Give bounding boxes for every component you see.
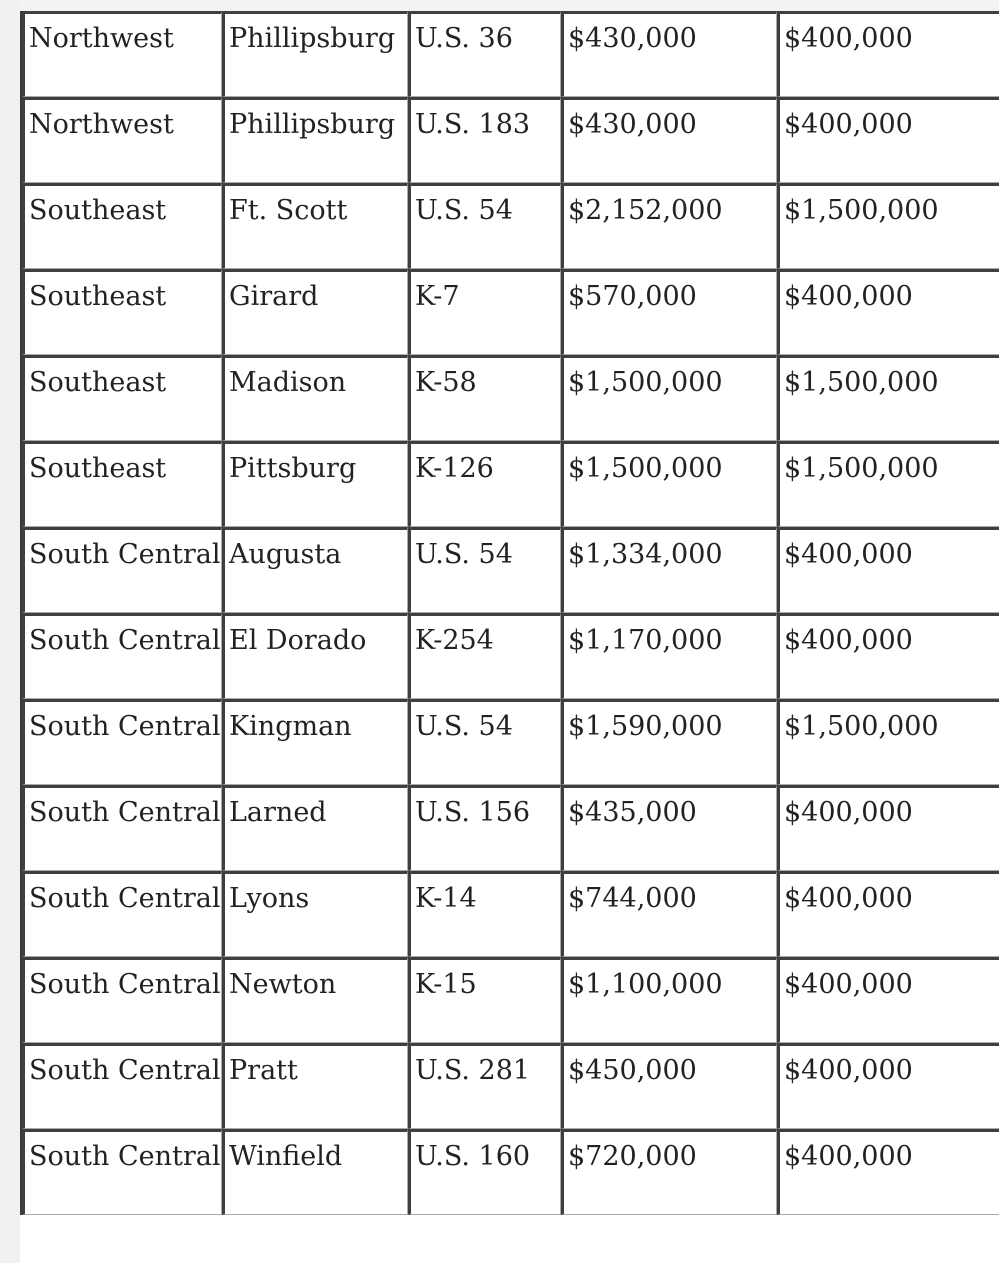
funding-cell: $400,000 bbox=[777, 957, 999, 1043]
table-row bbox=[22, 1043, 999, 1129]
funding-cell: $400,000 bbox=[777, 11, 999, 97]
table-row bbox=[22, 1129, 999, 1215]
region-cell: Southeast bbox=[22, 441, 222, 527]
cost-cell: $450,000 bbox=[561, 1043, 777, 1129]
region-cell: South Central bbox=[22, 1129, 222, 1215]
city-cell: Winfield bbox=[222, 1129, 408, 1215]
cost-cell: $1,334,000 bbox=[561, 527, 777, 613]
route-cell: U.S. 156 bbox=[408, 785, 561, 871]
route-cell: U.S. 54 bbox=[408, 183, 561, 269]
route-cell: K-15 bbox=[408, 957, 561, 1043]
city-cell: Madison bbox=[222, 355, 408, 441]
table-row bbox=[22, 613, 999, 699]
region-cell: South Central bbox=[22, 871, 222, 957]
funding-cell: $400,000 bbox=[777, 613, 999, 699]
cost-cell: $1,170,000 bbox=[561, 613, 777, 699]
city-cell: Lyons bbox=[222, 871, 408, 957]
table-row bbox=[22, 11, 999, 97]
route-cell: U.S. 160 bbox=[408, 1129, 561, 1215]
table-row bbox=[22, 183, 999, 269]
route-cell: K-58 bbox=[408, 355, 561, 441]
cost-cell: $570,000 bbox=[561, 269, 777, 355]
project-table bbox=[20, 11, 999, 1215]
region-cell: Northwest bbox=[22, 11, 222, 97]
table-row bbox=[22, 957, 999, 1043]
region-cell: South Central bbox=[22, 1043, 222, 1129]
project-table-container bbox=[20, 11, 999, 1215]
funding-cell: $400,000 bbox=[777, 871, 999, 957]
funding-cell: $400,000 bbox=[777, 269, 999, 355]
table-row bbox=[22, 785, 999, 871]
cost-cell: $2,152,000 bbox=[561, 183, 777, 269]
region-cell: Southeast bbox=[22, 183, 222, 269]
region-cell: South Central bbox=[22, 957, 222, 1043]
funding-cell: $400,000 bbox=[777, 1043, 999, 1129]
region-cell: Southeast bbox=[22, 269, 222, 355]
city-cell: Kingman bbox=[222, 699, 408, 785]
city-cell: Phillipsburg bbox=[222, 97, 408, 183]
city-cell: Newton bbox=[222, 957, 408, 1043]
city-cell: Pittsburg bbox=[222, 441, 408, 527]
funding-cell: $400,000 bbox=[777, 785, 999, 871]
route-cell: K-254 bbox=[408, 613, 561, 699]
city-cell: Girard bbox=[222, 269, 408, 355]
city-cell: Ft. Scott bbox=[222, 183, 408, 269]
table-row bbox=[22, 97, 999, 183]
cost-cell: $720,000 bbox=[561, 1129, 777, 1215]
city-cell: Pratt bbox=[222, 1043, 408, 1129]
funding-cell: $1,500,000 bbox=[777, 699, 999, 785]
cost-cell: $1,500,000 bbox=[561, 355, 777, 441]
cost-cell: $744,000 bbox=[561, 871, 777, 957]
route-cell: K-7 bbox=[408, 269, 561, 355]
cost-cell: $1,100,000 bbox=[561, 957, 777, 1043]
table-row bbox=[22, 355, 999, 441]
region-cell: South Central bbox=[22, 785, 222, 871]
route-cell: U.S. 281 bbox=[408, 1043, 561, 1129]
region-cell: South Central bbox=[22, 699, 222, 785]
cost-cell: $430,000 bbox=[561, 97, 777, 183]
route-cell: U.S. 183 bbox=[408, 97, 561, 183]
funding-cell: $400,000 bbox=[777, 1129, 999, 1215]
city-cell: El Dorado bbox=[222, 613, 408, 699]
table-row bbox=[22, 441, 999, 527]
route-cell: U.S. 36 bbox=[408, 11, 561, 97]
table-row bbox=[22, 527, 999, 613]
funding-cell: $1,500,000 bbox=[777, 441, 999, 527]
route-cell: U.S. 54 bbox=[408, 527, 561, 613]
table-row bbox=[22, 871, 999, 957]
cost-cell: $430,000 bbox=[561, 11, 777, 97]
city-cell: Augusta bbox=[222, 527, 408, 613]
page-gutter bbox=[0, 0, 20, 1263]
cost-cell: $1,500,000 bbox=[561, 441, 777, 527]
funding-cell: $400,000 bbox=[777, 527, 999, 613]
region-cell: Southeast bbox=[22, 355, 222, 441]
route-cell: K-126 bbox=[408, 441, 561, 527]
table-row bbox=[22, 699, 999, 785]
city-cell: Larned bbox=[222, 785, 408, 871]
city-cell: Phillipsburg bbox=[222, 11, 408, 97]
region-cell: Northwest bbox=[22, 97, 222, 183]
route-cell: K-14 bbox=[408, 871, 561, 957]
funding-cell: $400,000 bbox=[777, 97, 999, 183]
region-cell: South Central bbox=[22, 527, 222, 613]
table-body bbox=[22, 11, 999, 1215]
region-cell: South Central bbox=[22, 613, 222, 699]
route-cell: U.S. 54 bbox=[408, 699, 561, 785]
table-row bbox=[22, 269, 999, 355]
funding-cell: $1,500,000 bbox=[777, 355, 999, 441]
funding-cell: $1,500,000 bbox=[777, 183, 999, 269]
cost-cell: $1,590,000 bbox=[561, 699, 777, 785]
cost-cell: $435,000 bbox=[561, 785, 777, 871]
